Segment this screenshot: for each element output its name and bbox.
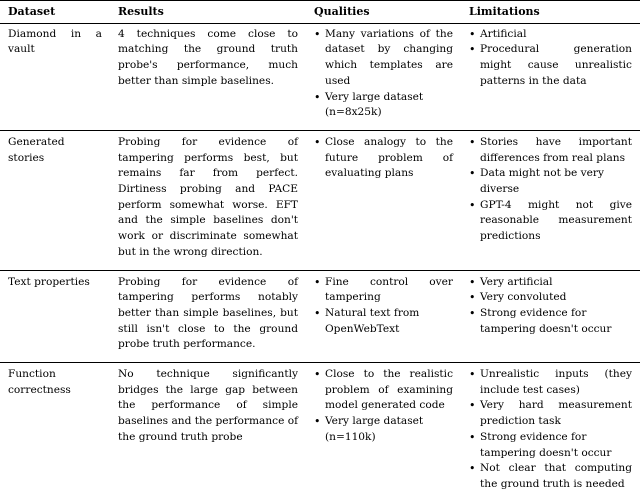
list-item (314, 306, 453, 337)
column-header-results: Results (110, 1, 306, 24)
list-item-text: Unrealistic inputs (they include test cases) (480, 368, 632, 396)
cell-dataset (0, 23, 110, 130)
column-header-qualities: Qualities (306, 1, 461, 24)
cell-qualities (306, 23, 461, 130)
list-item (469, 306, 632, 337)
list-item (314, 135, 453, 182)
qualities-list (314, 135, 453, 182)
column-header-limitations: Limitations (461, 1, 640, 24)
list-item (469, 398, 632, 429)
bullet-icon: • (469, 27, 476, 41)
dataset-name: Text properties (8, 275, 90, 288)
list-item-text: Very large dataset (n=8x25k) (325, 90, 424, 119)
cell-qualities (306, 363, 461, 502)
limitations-list (469, 27, 632, 90)
list-item (314, 367, 453, 414)
dataset-name: Generated stories (8, 135, 65, 164)
list-item (469, 461, 632, 492)
table-row (0, 23, 640, 130)
limitations-list (469, 275, 632, 338)
dataset-name: Function correctness (8, 368, 71, 396)
bullet-icon: • (469, 198, 476, 212)
list-item (469, 135, 632, 166)
list-item-text: Very large dataset (n=110k) (325, 415, 424, 443)
list-item-text: Data might not be very diverse (480, 167, 604, 196)
cell-dataset (0, 363, 110, 502)
list-item-text: Close analogy to the future problem of evaluating plans (325, 135, 453, 180)
bullet-icon: • (469, 462, 476, 476)
bullet-icon: • (314, 135, 321, 149)
list-item-text: Procedural generation might cause unrealistic patterns in the data (480, 43, 632, 87)
list-item-text: Artificial (480, 27, 527, 40)
cell-results (110, 23, 306, 130)
cell-qualities (306, 270, 461, 363)
list-item (469, 367, 632, 398)
bullet-icon: • (469, 135, 476, 149)
limitations-list (469, 367, 632, 493)
cell-limitations (461, 130, 640, 270)
list-item-text: Many variations of the dataset by changing which templates are used (325, 27, 453, 87)
bullet-icon: • (314, 306, 321, 320)
list-item-text: Fine control over tampering (325, 275, 453, 304)
column-header-dataset: Dataset (0, 1, 110, 24)
cell-results (110, 130, 306, 270)
list-item (314, 90, 453, 121)
results-text: No technique significantly bridges the large gap between the performance of simple baselines and the performance of the ground truth probe (118, 368, 299, 443)
bullet-icon: • (314, 415, 321, 429)
list-item (314, 414, 453, 445)
bullet-icon: • (314, 368, 321, 382)
bullet-icon: • (469, 306, 476, 320)
list-item-text: Strong evidence for tampering doesn't occur (480, 430, 612, 459)
results-text: 4 techniques come close to matching the ground truth probe's performance, much better than simple baselines. (118, 27, 298, 87)
list-item-text: Very hard measurement prediction task (480, 399, 632, 428)
bullet-icon: • (469, 167, 476, 181)
cell-limitations (461, 363, 640, 502)
qualities-list (314, 275, 453, 338)
table-header (0, 1, 640, 24)
bullet-icon: • (314, 27, 321, 41)
bullet-icon: • (469, 43, 476, 57)
list-item-text: Very artificial (480, 275, 553, 288)
cell-results (110, 363, 306, 502)
list-item (469, 42, 632, 89)
list-item (469, 430, 632, 461)
cell-dataset (0, 130, 110, 270)
list-item-text: Natural text from OpenWebText (325, 306, 420, 335)
list-item-text: Not clear that computing the ground truth is needed (480, 462, 632, 490)
table-header-row (0, 1, 640, 24)
bullet-icon: • (314, 90, 321, 104)
bullet-icon: • (469, 291, 476, 305)
bullet-icon: • (314, 275, 321, 289)
cell-limitations (461, 23, 640, 130)
qualities-list (314, 367, 453, 446)
results-text: Probing for evidence of tampering performs notably better than simple baselines, but still isn't close to the ground probe truth performance. (118, 275, 298, 351)
bullet-icon: • (469, 275, 476, 289)
list-item-text: Close to the realistic problem of examining model generated code (325, 368, 453, 412)
list-item-text: Very convoluted (480, 291, 567, 304)
table-row (0, 130, 640, 270)
list-item (469, 275, 632, 291)
table-row (0, 270, 640, 363)
cell-results (110, 270, 306, 363)
list-item-text: Stories have important differences from real plans (480, 135, 632, 164)
list-item (314, 275, 453, 306)
list-item (469, 198, 632, 245)
list-item (469, 27, 632, 43)
list-item (469, 290, 632, 306)
cell-qualities (306, 130, 461, 270)
list-item (314, 27, 453, 90)
table-body (0, 23, 640, 501)
table-row (0, 363, 640, 502)
results-text: Probing for evidence of tampering performs best, but remains far from perfect. Dirtiness probing and PACE perform somewhat worse. EFT and the simple baselines don't work or discriminate somewhat but in the wrong direction. (118, 135, 298, 258)
dataset-name: Diamond in a vault (8, 27, 102, 56)
bullet-icon: • (469, 430, 476, 444)
limitations-list (469, 135, 632, 245)
bullet-icon: • (469, 399, 476, 413)
cell-limitations (461, 270, 640, 363)
cell-dataset (0, 270, 110, 363)
list-item-text: GPT-4 might not give reasonable measurement predictions (480, 198, 632, 243)
qualities-list (314, 27, 453, 121)
bullet-icon: • (469, 368, 476, 382)
list-item-text: Strong evidence for tampering doesn't occur (480, 306, 612, 335)
list-item (469, 166, 632, 197)
